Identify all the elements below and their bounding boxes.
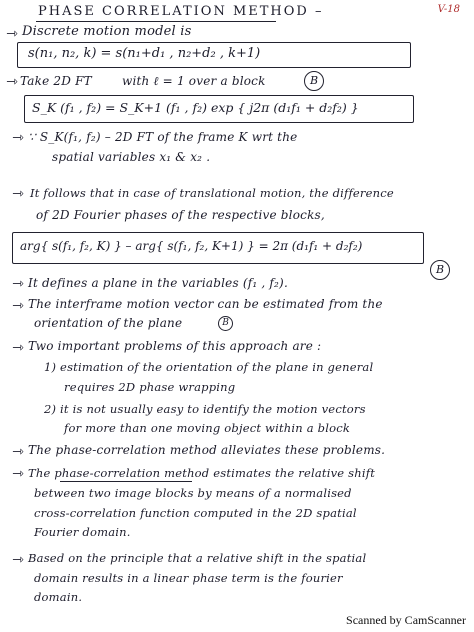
text-line: The phase-correlation method alleviates these problems.: [28, 443, 386, 457]
motion-model-equation: s(n₁, n₂, k) = s(n₁+d₁ , n₂+d₂ , k+1): [28, 46, 261, 61]
list-item: 2) it is not usually easy to identify the motion vectors: [44, 402, 366, 416]
title-underline: [36, 21, 276, 22]
corner-mark: V-18: [437, 4, 460, 15]
circled-b-icon: B: [304, 71, 324, 91]
text-line: The phase-correlation method estimates the relative shift: [28, 466, 376, 480]
text-line: Based on the principle that a relative shift in the spatial: [28, 551, 367, 565]
text-line: Take 2D FT: [20, 74, 92, 88]
text-line: domain results in a linear phase term is the fourier: [34, 571, 343, 585]
arrow-bullet-icon: ⇾: [12, 130, 24, 146]
scanner-watermark: Scanned by CamScanner: [346, 613, 466, 627]
arrow-bullet-icon: ⇾: [12, 340, 24, 356]
text-line: between two image blocks by means of a normalised: [34, 486, 352, 500]
text-line: domain.: [34, 590, 83, 604]
list-item: for more than one moving object within a block: [64, 421, 351, 435]
text-line: orientation of the plane: [34, 316, 183, 330]
arrow-bullet-icon: ⇾: [12, 298, 24, 314]
circled-b-icon: B: [430, 260, 450, 280]
arrow-bullet-icon: ⇾: [12, 552, 24, 568]
text-line: Discrete motion model is: [22, 24, 192, 39]
text-line: Two important problems of this approach are :: [28, 339, 322, 353]
circled-b-icon: B: [218, 316, 233, 331]
page-title: PHASE CORRELATION METHOD –: [38, 4, 324, 19]
arrow-bullet-icon: ⇾: [12, 466, 24, 482]
text-line: It defines a plane in the variables (f₁ , f₂).: [28, 276, 288, 290]
text-line: with ℓ = 1 over a block: [122, 74, 266, 88]
arrow-bullet-icon: ⇾: [12, 186, 24, 202]
text-line: spatial variables x₁ & x₂ .: [52, 150, 211, 164]
arrow-bullet-icon: ⇾: [6, 74, 18, 90]
emphasis-underline: [60, 481, 192, 482]
list-item: requires 2D phase wrapping: [64, 380, 236, 394]
text-line: of 2D Fourier phases of the respective blocks,: [36, 208, 325, 222]
arrow-bullet-icon: ⇾: [12, 276, 24, 292]
text-line: ∵ S_K(f₁, f₂) – 2D FT of the frame K wrt the: [28, 130, 298, 144]
fourier-equation: S_K (f₁ , f₂) = S_K+1 (f₁ , f₂) exp { j2π (d₁f₁ + d₂f₂) }: [32, 100, 359, 115]
arrow-bullet-icon: ⇾: [6, 26, 18, 42]
phase-difference-equation: arg{ s(f₁, f₂, K) } – arg{ s(f₁, f₂, K+1) } = 2π (d₁f₁ + d₂f₂): [20, 239, 363, 253]
text-line: It follows that in case of translational motion, the difference: [30, 186, 394, 200]
text-line: cross-correlation function computed in the 2D spatial: [34, 506, 357, 520]
text-line: The interframe motion vector can be estimated from the: [28, 297, 383, 311]
list-item: 1) estimation of the orientation of the plane in general: [44, 360, 374, 374]
text-line: Fourier domain.: [34, 525, 131, 539]
arrow-bullet-icon: ⇾: [12, 444, 24, 460]
